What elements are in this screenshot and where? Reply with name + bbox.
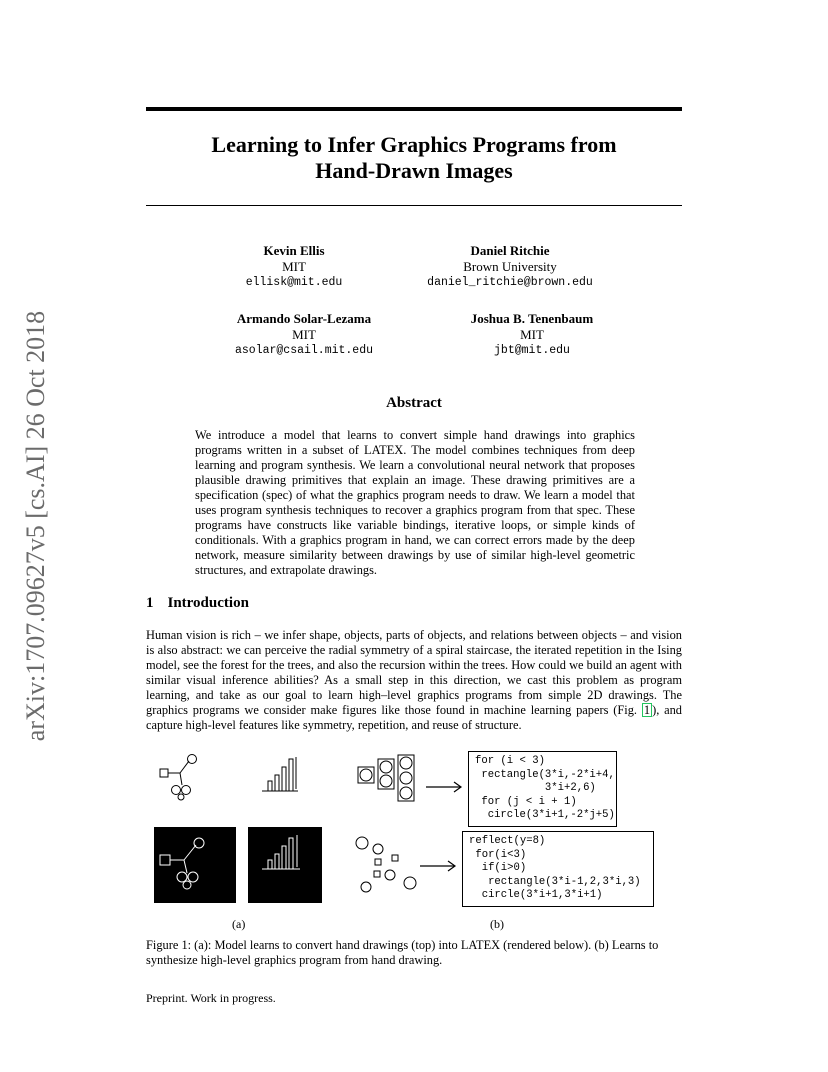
author-name: Armando Solar-Lezama xyxy=(236,311,372,326)
title-line-1: Learning to Infer Graphics Programs from xyxy=(211,132,617,157)
abstract-text: We introduce a model that learns to convert simple hand drawings into graphics programs written in a subset of LATEX. The model combines techniques from deep learning and program synthesis. We learn a convolutional neural network that proposes plausible drawing primitives that explain an image. These drawing primitives are a specification (spec) of what the graphics program needs to draw. We learn a model that uses program synthesis techniques to recover a graphics program from that spec. These programs have constructs like variable bindings, iterative loops, or simple kinds of conditionals. With a graphics program in hand, we can correct errors made by the deep network, measure similarity between drawings by use of similar high-level geometric structures, and extrapolate drawings. xyxy=(195,428,635,577)
hand-drawn-grid-sketch xyxy=(356,753,436,803)
author-block xyxy=(390,243,630,291)
author-name: Kevin Ellis xyxy=(263,243,325,258)
section-heading xyxy=(146,595,249,612)
author-block xyxy=(412,311,652,359)
paper-title xyxy=(146,132,682,184)
arrow-icon xyxy=(418,859,458,873)
author-email: jbt@mit.edu xyxy=(494,344,570,357)
section-number: 1 xyxy=(146,595,154,611)
intro-text: Human vision is rich – we infer shape, objects, parts of objects, and relations between objects – and vision is also abstract: we can perceive the radial symmetry of a spiral staircase, the iterated repetition in the Ising model, see the forest for the trees, and also the recursion within the trees. How could we build an agent with similar visual inference abilities? As a small step in this direction, we cast this problem as program learning, and take as our goal to learn high–level graphics programs from simple 2D drawings. The graphics programs we consider make figures like those found in machine learning papers (Fig. xyxy=(146,628,682,717)
author-block xyxy=(174,243,414,291)
figure-reference-link[interactable]: 1 xyxy=(643,703,651,717)
figure-1 xyxy=(146,745,682,935)
figure-caption: Figure 1: (a): Model learns to convert hand drawings (top) into LATEX (rendered below). (b) Learns to synthesize high-level graphics program from hand drawing. xyxy=(146,938,659,967)
intro-text-end: ), and capture high-level features like symmetry, repetition, and reuse of structure. xyxy=(146,703,682,732)
author-affiliation: Brown University xyxy=(463,259,557,274)
hand-drawn-tree-sketch xyxy=(156,753,208,801)
author-email: ellisk@mit.edu xyxy=(245,276,343,289)
code-box-b: reflect(y=8) for(i<3) if(i>0) rectangle(3*i-1,2,3*i,3) circle(3*i+1,3*i+1) xyxy=(462,831,654,907)
author-email: asolar@csail.mit.edu xyxy=(234,344,374,357)
author-affiliation: MIT xyxy=(292,327,316,342)
author-email: daniel_ritchie@brown.edu xyxy=(427,276,593,289)
rendered-bar-icon xyxy=(248,827,322,903)
author-block xyxy=(184,311,424,359)
author-name: Daniel Ritchie xyxy=(470,243,550,258)
hand-drawn-reflect-sketch xyxy=(354,835,420,897)
code-box-a: for (i < 3) rectangle(3*i,-2*i+4, 3*i+2,6) for (j < i + 1) circle(3*i+1,-2*j+5) xyxy=(468,751,617,827)
title-bottom-rule xyxy=(146,205,682,206)
title-line-2: Hand-Drawn Images xyxy=(315,158,513,183)
abstract-heading: Abstract xyxy=(386,395,442,411)
arxiv-stamp: arXiv:1707.09627v5 [cs.AI] 26 Oct 2018 xyxy=(21,310,50,742)
panel-label-a: (a) xyxy=(232,917,246,931)
preprint-footer: Preprint. Work in progress. xyxy=(146,991,276,1005)
author-name: Joshua B. Tenenbaum xyxy=(470,311,594,326)
hand-drawn-bar-sketch xyxy=(258,753,304,797)
author-affiliation: MIT xyxy=(282,259,306,274)
arrow-icon xyxy=(424,780,464,794)
rendered-tree-icon xyxy=(154,827,236,903)
author-affiliation: MIT xyxy=(520,327,544,342)
section-title: Introduction xyxy=(167,595,249,611)
rendered-tree-panel xyxy=(154,827,236,903)
rendered-bar-panel xyxy=(248,827,322,903)
intro-paragraph xyxy=(146,628,682,733)
panel-label-b: (b) xyxy=(490,917,504,931)
title-top-rule xyxy=(146,107,682,111)
